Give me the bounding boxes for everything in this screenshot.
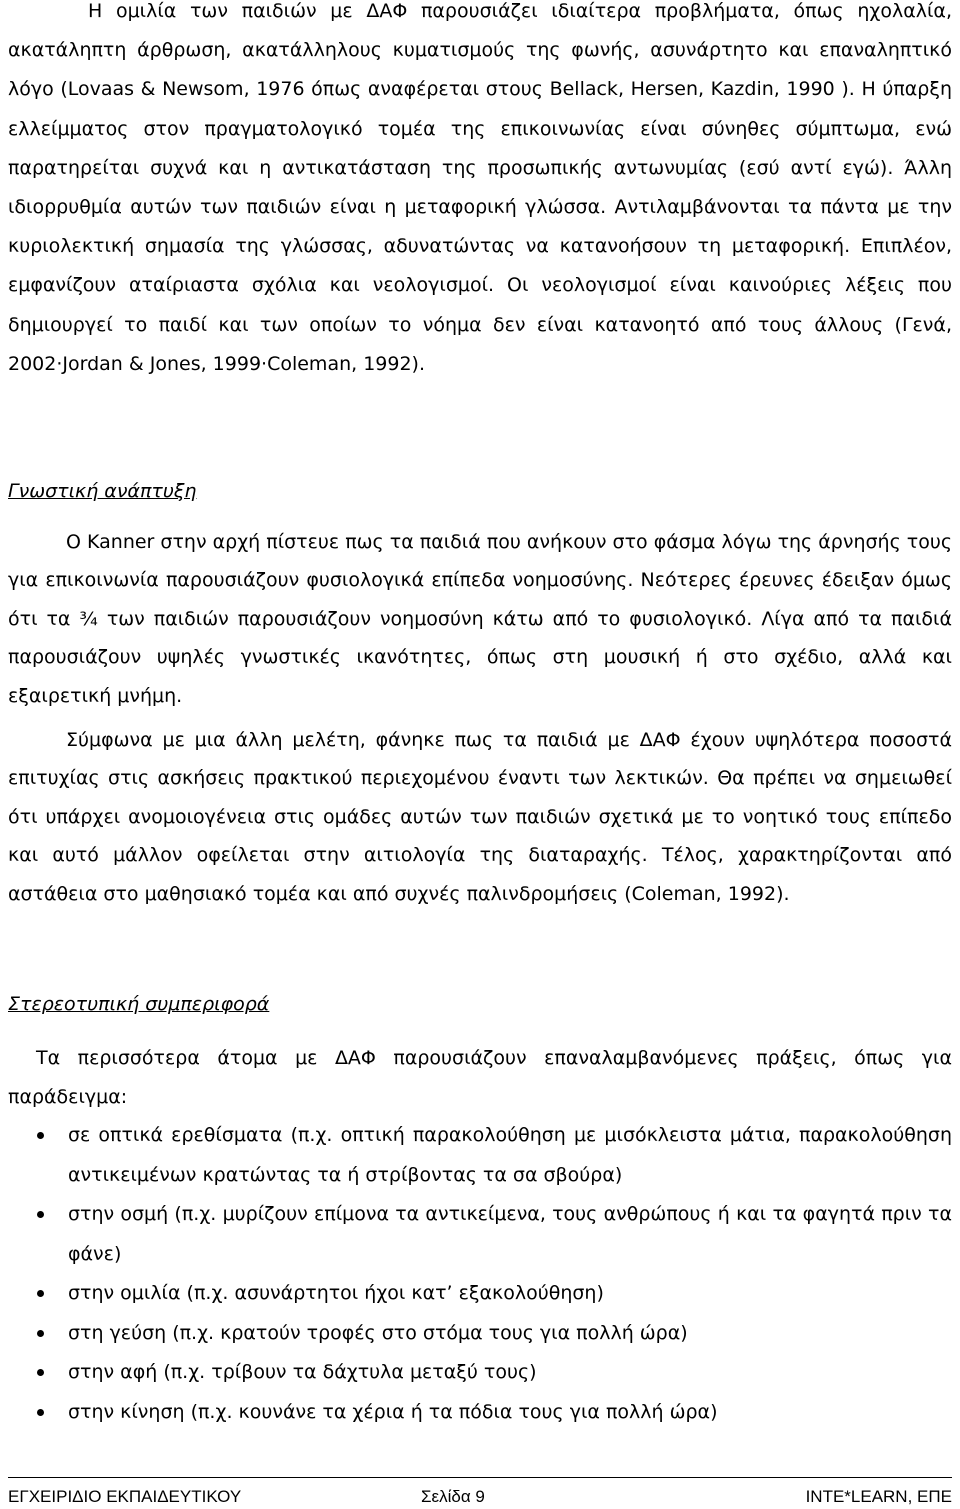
list-item: [0, 1353, 960, 1393]
list-item-text: στην αφή (π.χ. τρίβουν τα δάχτυλα μεταξύ τους): [68, 1361, 537, 1383]
bullet-icon: [37, 1330, 44, 1337]
footer-document-title: ΕΓΧΕΙΡΙΔΙΟ ΕΚΠΑΙΔΕΥΤΙΚΟΥ: [8, 1487, 242, 1506]
list-item-text: στην ομιλία (π.χ. ασυνάρτητοι ήχοι κατ’ εξακολούθηση): [68, 1282, 604, 1304]
list-item: [0, 1393, 960, 1433]
heading-stereotypic-behavior: Στερεοτυπική συμπεριφορά: [8, 993, 270, 1015]
paragraph-study: Σύμφωνα με μια άλλη μελέτη, φάνηκε πως τα παιδιά με ΔΑΦ έχουν υψηλότερα ποσοστά επιτυχίας στις ασκήσεις πρακτικού περιεχομένου έναντι των λεκτικών. Θα πρέπει να σημειωθεί ότι υπάρχει ανομοιογένεια στις ομάδες αυτών των παιδιών σχετικά με το νοητικό τους επίπεδο και αυτό μάλλον οφείλεται στην αιτιολογία της διαταραχής. Τέλος, χαρακτηρίζονται από αστάθεια στο μαθησιακό τομέα και από συχνές παλινδρομήσεις (Coleman, 1992).: [8, 729, 952, 905]
list-item-text: σε οπτικά ερεθίσματα (π.χ. οπτική παρακολούθηση με μισόκλειστα μάτια, παρακολούθηση αντικειμένων κρατώντας τα ή στρίβοντας τα σα σβούρα): [68, 1124, 952, 1186]
list-item-text: στη γεύση (π.χ. κρατούν τροφές στο στόμα τους για πολλή ώρα): [68, 1321, 688, 1344]
list-item: [0, 1195, 960, 1274]
list-item: [0, 1274, 960, 1314]
page-footer: [8, 1477, 952, 1508]
list-item: [0, 1314, 960, 1354]
bullet-icon: [37, 1132, 44, 1139]
bullet-icon: [37, 1211, 44, 1218]
bullet-icon: [37, 1409, 44, 1416]
bullet-list: [0, 1116, 960, 1432]
heading-cognitive-development: Γνωστική ανάπτυξη: [8, 480, 197, 502]
paragraph-repetitive-actions: Τα περισσότερα άτομα με ΔΑΦ παρουσιάζουν επαναλαμβανόμενες πράξεις, όπως για παράδειγμα:: [8, 1047, 952, 1108]
bullet-icon: [37, 1290, 44, 1297]
paragraph-kanner: Ο Kanner στην αρχή πίστευε πως τα παιδιά που ανήκουν στο φάσμα λόγω της άρνησής τους για επικοινωνία παρουσιάζουν φυσιολογικά επίπεδα νοημοσύνης. Νεότερες έρευνες έδειξαν όμως ότι τα ¾ των παιδιών παρουσιάζουν νοημοσύνη κάτω από το φυσιολογικό. Λίγα από τα παιδιά παρουσιάζουν υψηλές γνωστικές ικανότητες, όπως στη μουσική ή στο σχέδιο, αλλά και εξαιρετική μνήμη.: [8, 531, 952, 707]
list-item-text: στην κίνηση (π.χ. κουνάνε τα χέρια ή τα πόδια τους για πολλή ώρα): [68, 1400, 718, 1423]
footer-page-number: Σελίδα 9: [421, 1487, 485, 1506]
list-item-text: στην οσμή (π.χ. μυρίζουν επίμονα τα αντικείμενα, τους ανθρώπους ή και τα φαγητά πριν τα φάνε): [68, 1203, 952, 1265]
list-item: [0, 1116, 960, 1195]
paragraph-speech: Η ομιλία των παιδιών με ΔΑΦ παρουσιάζει ιδιαίτερα προβλήματα, όπως ηχολαλία, ακατάληπτη άρθρωση, ακατάλληλους κυματισμούς της φωνής, ασυνάρτητο και επαναληπτικό λόγο (Lovaas & Newsom, 1976 όπως αναφέρεται στους Bellack, Hersen, Kazdin, 1990 ). Η ύπαρξη ελλείμματος στον πραγματολογικό τομέα της επικοινωνίας είναι σύνηθες σύμπτωμα, ενώ παρατηρείται συχνά και η αντικατάσταση της προσωπικής αντωνυμίας (εσύ αντί εγώ). Άλλη ιδιορρυθμία αυτών των παιδιών είναι η μεταφορική γλώσσα. Αντιλαμβάνονται τα πάντα με την κυριολεκτική σημασία της γλώσσας, αδυνατώντας να κατανοήσουν τη μεταφορική. Επιπλέον, εμφανίζουν αταίριαστα σχόλια και νεολογισμοί. Οι νεολογισμοί είναι καινούριες λέξεις που δημιουργεί το παιδί και των οποίων το νόημα δεν είναι κατανοητό από τους άλλους (Γενά, 2002·Jordan & Jones, 1999·Coleman, 1992).: [8, 0, 952, 375]
footer-company: INTE*LEARN, ΕΠΕ: [805, 1487, 952, 1506]
bullet-icon: [37, 1369, 44, 1376]
